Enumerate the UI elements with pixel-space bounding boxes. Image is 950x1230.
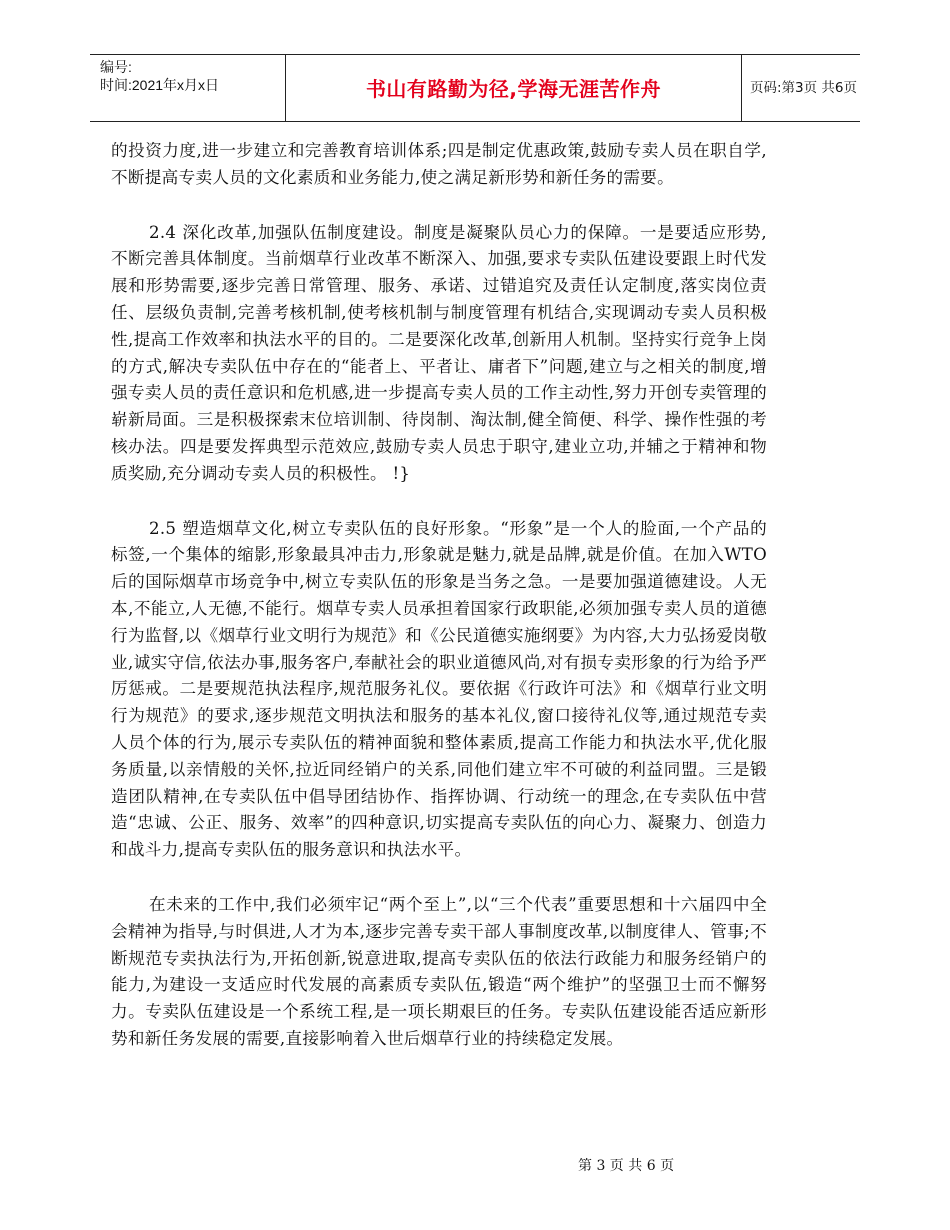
paragraph-conclusion: 在未来的工作中,我们必须牢记“两个至上”,以“三个代表”重要思想和十六届四中全会精神为指导,与时俱进,人才为本,逐步完善专卖干部人事制度改革,以制度律人、管事;不断规范专卖执法行为,开拓创新,锐意进取,提高专卖队伍的依法行政能力和服务经销户的能力,为建设一支适应时代发展的高素质专卖队伍,锻造“两个维护”的坚强卫士而不懈努力。专卖队伍建设是一个系统工程,是一项长期艰巨的任务。专卖队伍建设能否适应新形势和新任务发展的需要,直接影响着入世后烟草行业的持续稳定发展。	[111, 894, 767, 1048]
header-page-info: 页码:第3页 共6页	[750, 80, 858, 96]
document-time: 时间:2021年x月x日	[100, 77, 220, 93]
paragraph-section-2-5: 2.5 塑造烟草文化,树立专卖队伍的良好形象。“形象”是一个人的脸面,一个产品的标签,一个集体的缩影,形象最具冲击力,形象就是魅力,就是品牌,就是价值。在加入WTO后的国际烟草市场竞争中,树立专卖队伍的形象是当务之急。一是要加强道德建设。人无本,不能立,人无德,不能行。烟草专卖人员承担着国家行政职能,必须加强专卖人员的道德行为监督,以《烟草行业文明行为规范》和《公民道德实施纲要》为内容,大力弘扬爱岗敬业,诚实守信,依法办事,服务客户,奉献社会的职业道德风尚,对有损专卖形象的行为给予严厉惩戒。二是要规范执法程序,规范服务礼仪。要依据《行政许可法》和《烟草行业文明行为规范》的要求,逐步规范文明执法和服务的基本礼仪,窗口接待礼仪等,通过规范专卖人员个体的行为,展示专卖队伍的精神面貌和整体素质,提高工作能力和执法水平,优化服务质量,以亲情般的关怀,拉近同经销户的关系,同他们建立牢不可破的利益同盟。三是锻造团队精神,在专卖队伍中倡导团结协作、指挥协调、行动统一的理念,在专卖队伍中营造“忠诚、公正、服务、效率”的四种意识,切实提高专卖队伍的向心力、凝聚力、创造力和战斗力,提高专卖队伍的服务意识和执法水平。	[111, 518, 767, 860]
page-header	[90, 54, 860, 122]
header-meta	[90, 55, 285, 121]
page-footer: 第 3 页 共 6 页	[578, 1158, 675, 1174]
header-motto: 书山有路勤为径,学海无涯苦作舟	[365, 77, 662, 101]
paragraph-section-2-4: 2.4 深化改革,加强队伍制度建设。制度是凝聚队员心力的保障。一是要适应形势,不断完善具体制度。当前烟草行业改革不断深入、加强,要求专卖队伍建设要跟上时代发展和形势需要,逐步完善日常管理、服务、承诺、过错追究及责任认定制度,落实岗位责任、层级负责制,完善考核机制,使考核机制与制度管理有机结合,实现调动专卖人员积极性,提高工作效率和执法水平的目的。二是要深化改革,创新用人机制。坚持实行竞争上岗的方式,解决专卖队伍中存在的“能者上、平者让、庸者下”问题,建立与之相关的制度,增强专卖人员的责任意识和危机感,进一步提高专卖人员的工作主动性,努力开创专卖管理的崭新局面。三是积极探索末位培训制、待岗制、淘汰制,健全简便、科学、操作性强的考核办法。四是要发挥典型示范效应,鼓励专卖人员忠于职守,建业立功,并辅之于精神和物质奖励,充分调动专卖人员的积极性。 !}	[111, 222, 767, 483]
header-motto-cell	[285, 55, 742, 121]
paragraph-continuation: 的投资力度,进一步建立和完善教育培训体系;四是制定优惠政策,鼓励专卖人员在职自学,不断提高专卖人员的文化素质和业务能力,使之满足新形势和新任务的需要。	[111, 141, 767, 187]
document-number-label: 编号:	[100, 59, 132, 75]
document-body	[111, 138, 767, 1081]
